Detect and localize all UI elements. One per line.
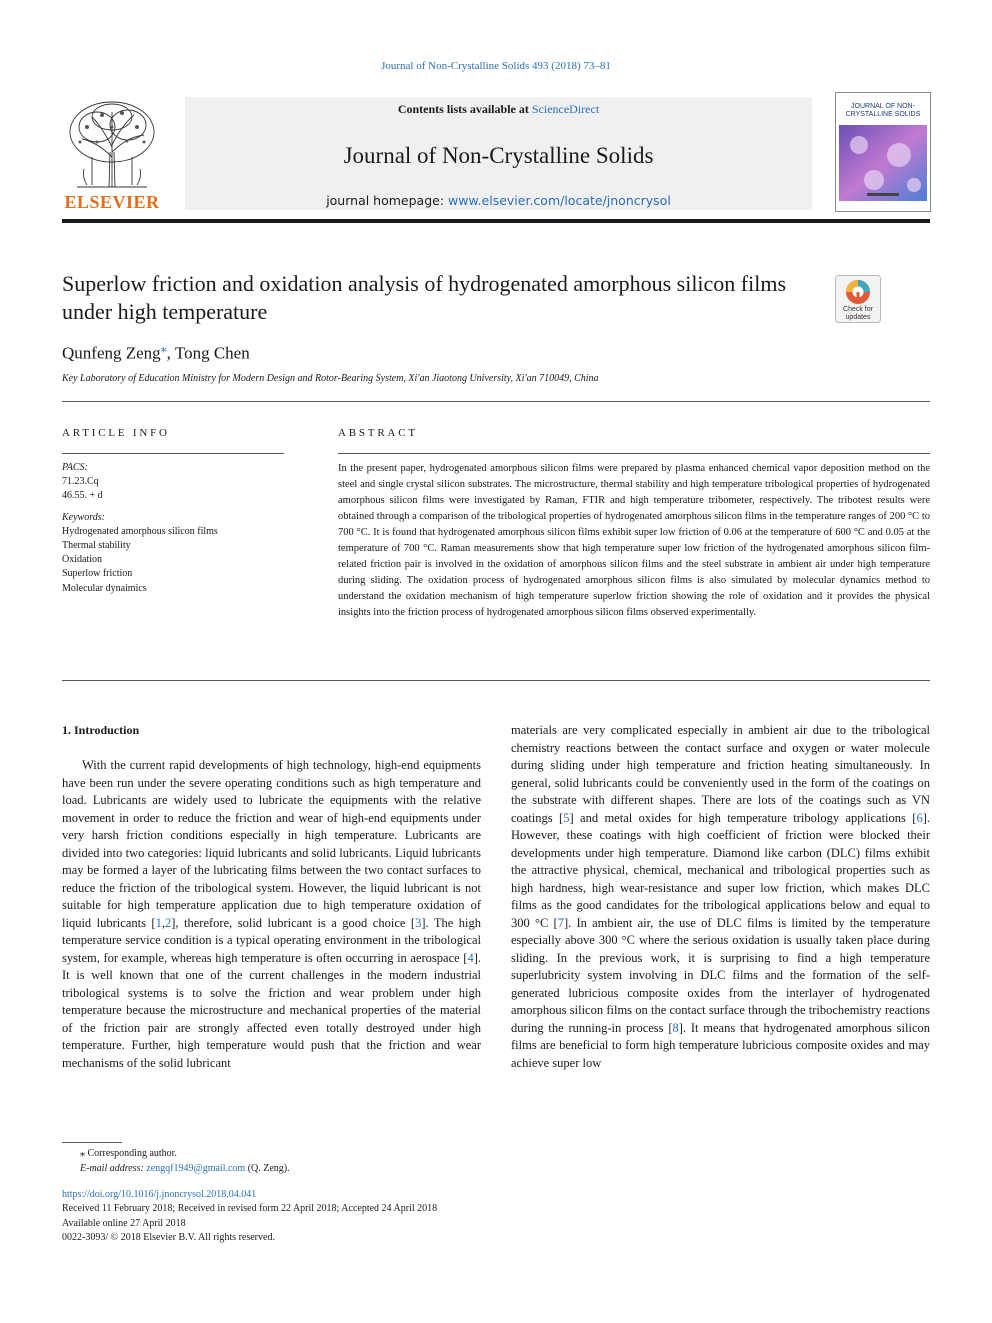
pacs-label: PACS: — [62, 462, 88, 473]
intro-column-right — [511, 722, 930, 1072]
section-heading-introduction: 1. Introduction — [62, 723, 140, 737]
pacs-code: 46.55. + d — [62, 490, 103, 502]
homepage-prefix: journal homepage: — [326, 193, 449, 208]
corresponding-author-note — [62, 1146, 290, 1161]
divider — [62, 680, 930, 681]
email-note — [62, 1161, 290, 1176]
article-info-heading: ARTICLE INFO — [62, 427, 170, 439]
cover-title: JOURNAL OF NON-CRYSTALLINE SOLIDS — [845, 103, 921, 118]
keyword: Hydrogenated amorphous silicon films — [62, 525, 218, 537]
keyword: Molecular dynaimics — [62, 582, 147, 594]
divider — [62, 453, 284, 454]
keyword: Superlow friction — [62, 568, 133, 580]
body-text: materials are very complicated especially in ambient air due to the tribological chemistry reactions between the contact surface and oxygen or water molecule during sliding under high temperature and friction heating simultaneously. In general, solid lubricants could be conveniently used in the form of the coatings on the substrate with different shapes. There are lots of the coatings such as VN coatings [ — [511, 723, 930, 825]
intro-column-left — [62, 757, 481, 1072]
reference-link[interactable]: 8 — [672, 1020, 679, 1035]
email-label: E-mail address: — [80, 1163, 147, 1174]
publication-info — [62, 1188, 437, 1245]
cover-art-image — [839, 125, 927, 201]
footnotes — [62, 1146, 290, 1176]
body-text: ]. However, these coatings with high coefficient of friction were blocked their developments under high temperature. Diamond like carbon (DLC) films exhibit the attractive physical, chemical, mechanical and tribological properties such as high hardness, high wear-resistance and super low friction, which makes DLC films as the good candidates for the tribological applications below and equal to 300 °C [ — [511, 810, 930, 930]
body-text: , — [161, 915, 165, 930]
email-link[interactable]: zengqf1949@gmail.com — [146, 1163, 246, 1174]
copyright: 0022-3093/ © 2018 Elsevier B.V. All rights reserved. — [62, 1231, 275, 1243]
divider — [338, 453, 930, 454]
article-info — [62, 461, 292, 596]
body-text: With the current rapid developments of high technology, high-end equipments have been run under the severe operating conditions such as high temperature and load. Lubricants are widely used to lubricate the equipments with the relative movement in order to reduce the friction and wear of high-end equipments under very harsh friction conditions especially in high temperature. Lubricants are divided into two categories: liquid lubricants and solid lubricants. Liquid lubricants may be formed a layer of the lubricating films between the two contact surfaces to reduce the friction of the tribological system. However, the liquid lubricant is not suitable for high temperature application due to high temperature oxidation of liquid lubricants [ — [62, 758, 481, 930]
received-dates: Received 11 February 2018; Received in revised form 22 April 2018; Accepted 24 April 2018 — [62, 1203, 438, 1215]
journal-cover-thumbnail[interactable] — [835, 92, 931, 212]
abstract-text: In the present paper, hydrogenated amorphous silicon films were prepared by plasma enhanced chemical vapor deposition method on the steel and single crystal silicon substrates. The microstructure, thermal stability and high temperature tribological properties of hydrogenated amorphous silicon films were investigated by Raman, FTIR and high temperature tribometer, respectively. The tribotest results were obtained through a comparison of the tribological properties of hydrogenated amorphous silicon films in the temperature ranges of 200 °C to 700 °C. It is found that hydrogenated amorphous silicon films exhibit super low friction of 0.06 at the temperature of 600 °C and 0.05 at the temperature of 700 °C. Raman measurements show that high temperature super low friction of the hydrogenated amorphous silicon film-related friction pair is involved in the oxidation of amorphous silicon films and the steel substrate in ambient air under high temperature during sliding. The oxidation process of hydrogenated amorphous silicon films is also simulated by molecular dynamics method to understand the oxidation mechanism of high temperature superlow friction showing the role of oxidation and it provides the physical insights into the friction process of hydrogenated amorphous silicon films observed experimentally. — [338, 463, 930, 618]
body-text: ] and metal oxides for high temperature tribology applications [ — [569, 810, 917, 825]
keyword: Oxidation — [62, 554, 102, 566]
divider — [62, 401, 930, 402]
reference-link[interactable]: 5 — [563, 810, 570, 825]
reference-link[interactable]: 2 — [164, 915, 172, 930]
pacs-code: 71.23.Cq — [62, 476, 99, 488]
contents-prefix: Contents lists available at — [397, 102, 532, 116]
footnote-mark: ⁎ — [80, 1148, 85, 1159]
author-2: Tong Chen — [174, 343, 250, 363]
reference-link[interactable]: 4 — [467, 950, 474, 965]
journal-citation[interactable]: Journal of Non-Crystalline Solids 493 (2018) 73–81 — [381, 60, 611, 72]
journal-header-box — [185, 97, 812, 210]
sciencedirect-link[interactable]: ScienceDirect — [531, 102, 600, 116]
author-1: Qunfeng Zeng — [62, 343, 161, 363]
homepage-line — [185, 193, 812, 208]
reference-link[interactable]: 7 — [557, 915, 564, 930]
affiliation: Key Laboratory of Education Ministry for Modern Design and Rotor-Bearing System, Xi'an Jiaotong University, Xi'an 710049, China — [62, 373, 599, 384]
reference-link[interactable]: 6 — [916, 810, 923, 825]
reference-link[interactable]: 1 — [155, 915, 162, 930]
doi-link[interactable]: https://doi.org/10.1016/j.jnoncrysol.2018.04.041 — [62, 1189, 257, 1200]
body-text: ], therefore, solid lubricant is a good choice [ — [171, 915, 416, 930]
homepage-link[interactable]: www.elsevier.com/locate/jnoncrysol — [448, 193, 671, 208]
contents-line — [185, 102, 812, 117]
reference-link[interactable]: 3 — [415, 915, 422, 930]
check-for-updates-badge[interactable] — [835, 275, 881, 323]
body-text: ]. It is well known that one of the current challenges in the modern industrial tribological systems is to solve the friction and wear problem under high temperature because the microstructure and mechanical properties of the material of the friction pair are strongly affected even totally destroyed under high temperature. Further, high temperature would push that the friction and wear mechanisms of the solid lubricant — [62, 950, 481, 1070]
available-online: Available online 27 April 2018 — [62, 1217, 186, 1229]
email-suffix: (Q. Zeng). — [245, 1163, 290, 1174]
abstract-heading: ABSTRACT — [338, 427, 418, 439]
body-text: ]. It means that hydrogenated amorphous silicon films are beneficial to form high temperature lubricious composite oxides and may achieve super low — [511, 1020, 931, 1070]
author-separator: , — [166, 343, 175, 363]
body-text: ]. The high temperature service condition is a typical operating environment in the tribological system, for example, whereas high temperature is often occurring in aerospace [ — [62, 915, 482, 965]
body-text: ]. In ambient air, the use of DLC films is limited by the temperature especially above 300 °C where the serious oxidation is usually taken place during sliding. In the previous work, it is surprising to find a high temperature superlubricity system involving in DLC films and the formation of the self-generated lubricious composite oxides from the interlayer of hydrogenated amorphous silicon films on the contact surface through the tribochemistry reactions during the running-in process [ — [511, 915, 930, 1035]
keywords-label: Keywords: — [62, 511, 105, 523]
keyword: Thermal stability — [62, 540, 131, 552]
elsevier-tree-icon — [62, 97, 162, 192]
corresponding-author-mark[interactable]: ⁎ — [160, 341, 167, 355]
elsevier-logo — [62, 97, 162, 210]
crossmark-label: Check for updates — [843, 306, 873, 321]
paper-title: Superlow friction and oxidation analysis of hydrogenated amorphous silicon films under high temperature — [62, 271, 787, 324]
footnote-text: Corresponding author. — [85, 1148, 177, 1159]
footnote-divider — [62, 1142, 122, 1143]
author-list — [62, 341, 250, 364]
header-divider — [62, 219, 930, 223]
journal-title: Journal of Non-Crystalline Solids — [343, 143, 654, 168]
elsevier-wordmark: ELSEVIER — [64, 192, 160, 212]
